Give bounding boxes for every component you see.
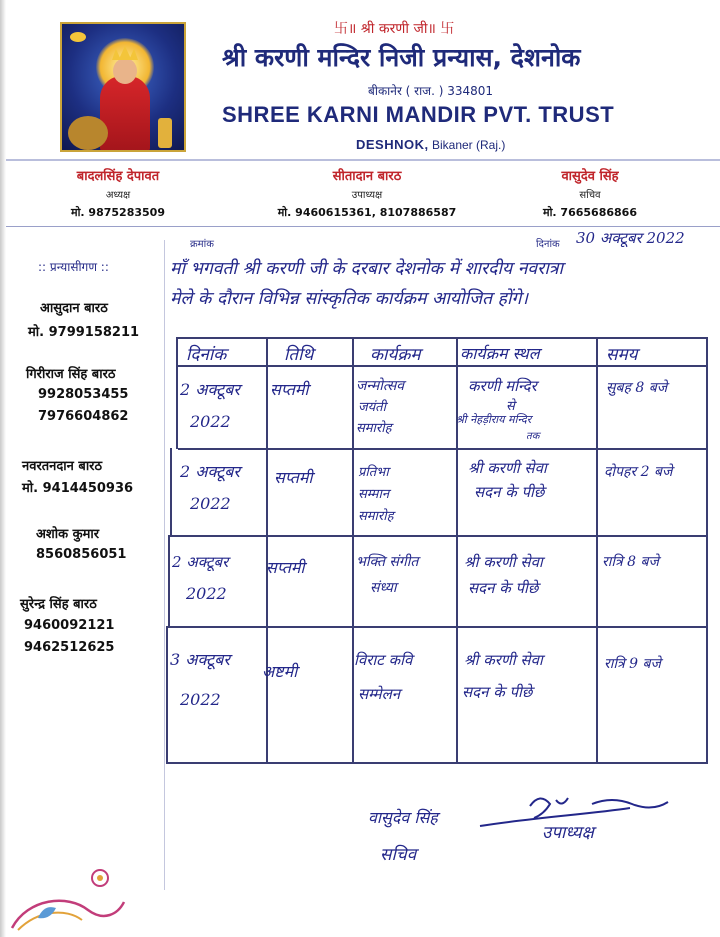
- table-rule: [176, 337, 708, 339]
- officer-vice-president: [262, 166, 472, 220]
- trust-name-hindi: श्री करणी मन्दिर निजी प्रन्यास, देशनोक: [222, 43, 581, 72]
- row-date: 3 अक्टूबर: [170, 650, 230, 669]
- row-year: 2022: [186, 584, 227, 603]
- row-program: विराट कवि: [354, 651, 413, 669]
- row-tithi: सप्तमी: [274, 468, 313, 487]
- table-rule: [166, 762, 708, 764]
- row-program: समारोह: [356, 421, 392, 436]
- trustee-name: सुरेन्द्र सिंह बारठ: [20, 597, 97, 612]
- row-program: समारोह: [358, 509, 394, 524]
- table-rule: [176, 337, 178, 449]
- row-program: संध्या: [370, 580, 397, 596]
- row-program: सम्मेलन: [358, 685, 401, 703]
- row-tithi: सप्तमी: [266, 558, 305, 577]
- sidebar-divider: [164, 240, 165, 890]
- table-header: कार्यक्रम: [370, 345, 421, 365]
- officer-phone: मो. 9875283509: [71, 206, 165, 219]
- row-venue: करणी मन्दिर: [468, 377, 537, 395]
- table-rule: [166, 626, 168, 764]
- row-venue: सदन के पीछे: [468, 579, 539, 597]
- row-year: 2022: [190, 412, 231, 431]
- officer-role: अध्यक्ष: [105, 190, 131, 201]
- trustee-phone: मो. 9414450936: [22, 481, 134, 496]
- row-date: 2 अक्टूबर: [172, 553, 229, 571]
- trustee-name: आसुदान बारठ: [40, 301, 108, 316]
- row-program: जन्मोत्सव: [356, 378, 405, 394]
- table-rule: [170, 448, 172, 536]
- officer-secretary: [520, 166, 660, 220]
- row-time: सुबह 8 बजे: [606, 380, 668, 396]
- table-header: दिनांक: [186, 345, 227, 365]
- city-region: Bikaner (Raj.): [431, 138, 506, 152]
- trust-city-english: [356, 137, 505, 152]
- officer-name: सीतादान बारठ: [332, 169, 402, 184]
- table-rule: [266, 337, 268, 763]
- row-time: रात्रि 9 बजे: [604, 656, 661, 672]
- row-venue: सदन के पीछे: [462, 683, 533, 701]
- trustee-phone: 8560856051: [36, 547, 127, 562]
- karni-mata-image: [60, 22, 186, 152]
- table-header: समय: [606, 345, 638, 365]
- row-venue: श्री करणी सेवा: [464, 651, 543, 669]
- trustee-phone: 9462512625: [24, 640, 115, 655]
- lamp-icon: [158, 118, 172, 148]
- row-time: रात्रि 8 बजे: [602, 554, 659, 570]
- letter-date: 30 अक्टूबर 2022: [576, 229, 685, 247]
- invocation-line: 卐॥ श्री करणी जी॥ 卐: [334, 21, 455, 37]
- row-venue: सदन के पीछे: [474, 483, 545, 501]
- lion-icon: [68, 116, 108, 150]
- trustee-phone: 9460092121: [24, 618, 115, 633]
- letter-body-line-1: माँ भगवती श्री करणी जी के दरबार देशनोक में शारदीय नवरात्रा: [170, 259, 564, 279]
- row-venue: से: [506, 399, 515, 414]
- row-date: 2 अक्टूबर: [180, 380, 240, 399]
- trustees-heading: :: प्रन्यासीगण ::: [38, 260, 109, 274]
- signature-secretary-name: वासुदेव सिंह: [368, 808, 438, 827]
- table-header: तिथि: [284, 345, 314, 365]
- row-venue: तक: [526, 431, 540, 442]
- trustee-phone: 7976604862: [38, 409, 129, 424]
- row-program: जयंती: [358, 400, 386, 415]
- trustee-name: गिरीराज सिंह बारठ: [26, 367, 116, 382]
- trustee-phone: 9928053455: [38, 387, 129, 402]
- officer-phone: मो. 7665686866: [543, 206, 637, 219]
- row-program: प्रतिभा: [358, 465, 389, 480]
- table-rule: [178, 448, 706, 450]
- trust-name-english: SHREE KARNI MANDIR PVT. TRUST: [222, 102, 615, 127]
- signature-vice-president-title: उपाध्यक्ष: [542, 823, 594, 843]
- row-tithi: अष्टमी: [262, 662, 298, 681]
- deity-figure: [100, 76, 150, 152]
- trust-address-hindi: बीकानेर ( राज. ) 334801: [368, 84, 494, 98]
- officer-name: वासुदेव सिंह: [561, 169, 619, 184]
- table-rule: [170, 535, 706, 537]
- table-rule: [168, 535, 170, 627]
- signature-secretary-title: सचिव: [380, 845, 417, 865]
- trustee-name: अशोक कुमार: [36, 527, 100, 542]
- row-year: 2022: [190, 494, 231, 513]
- kramank-label: क्रमांक: [190, 239, 214, 250]
- row-date: 2 अक्टूबर: [180, 462, 240, 481]
- row-venue: श्री करणी सेवा: [468, 459, 547, 477]
- table-rule: [176, 365, 708, 367]
- deity-face: [113, 58, 137, 84]
- row-venue: श्री करणी सेवा: [464, 553, 543, 571]
- letter-body-line-2: मेले के दौरान विभिन्न सांस्कृतिक कार्यक्रम आयोजित होंगे।: [170, 289, 528, 309]
- row-tithi: सप्तमी: [270, 380, 309, 399]
- om-symbol-icon: [70, 32, 86, 42]
- city-name: DESHNOK,: [356, 137, 429, 152]
- row-venue: श्री नेहड़ीराय मन्दिर: [456, 413, 532, 426]
- page-shadow-edge: [0, 0, 6, 937]
- table-rule: [706, 337, 708, 763]
- officers-divider: [6, 226, 720, 227]
- corner-flourish-ornament: [8, 858, 128, 932]
- trustee-phone: मो. 9799158211: [28, 325, 140, 340]
- table-rule: [596, 337, 598, 763]
- officer-role: उपाध्यक्ष: [351, 190, 383, 201]
- table-rule: [352, 337, 354, 763]
- trustee-name: नवरतनदान बारठ: [22, 459, 103, 474]
- table-rule: [168, 626, 708, 628]
- officer-name: बादलसिंह देपावत: [76, 169, 160, 184]
- row-program: सम्मान: [358, 487, 390, 502]
- officer-president: [48, 166, 188, 220]
- officer-phone: मो. 9460615361, 8107886587: [277, 206, 457, 219]
- table-header: कार्यक्रम स्थल: [460, 344, 540, 363]
- table-rule: [456, 337, 458, 763]
- row-program: भक्ति संगीत: [356, 554, 419, 570]
- dinank-label: दिनांक: [536, 239, 560, 250]
- row-time: दोपहर 2 बजे: [604, 464, 673, 480]
- row-year: 2022: [180, 690, 221, 709]
- header-divider: [6, 159, 720, 161]
- officer-role: सचिव: [579, 190, 601, 201]
